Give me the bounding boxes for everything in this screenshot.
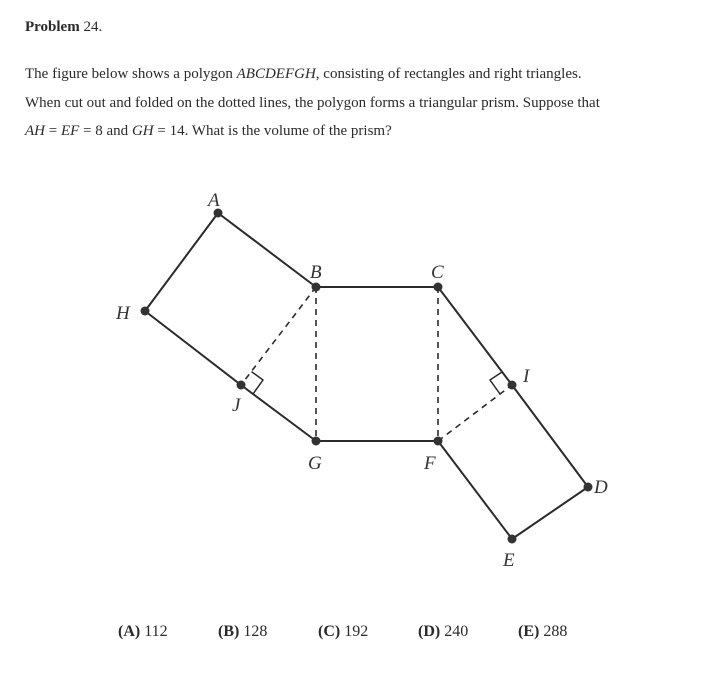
value-ah-ef: 8 bbox=[95, 123, 103, 139]
choice-e-letter: (E) bbox=[518, 623, 540, 640]
edge-de bbox=[512, 487, 588, 539]
choice-a-letter: (A) bbox=[118, 623, 141, 640]
edge-ha bbox=[145, 213, 218, 311]
vertex-c-dot bbox=[434, 283, 443, 292]
vertex-label-d: D bbox=[594, 477, 608, 498]
choice-c-value: 192 bbox=[344, 623, 369, 640]
choice-c-letter: (C) bbox=[318, 623, 341, 640]
polygon-name: ABCDEFGH bbox=[236, 66, 316, 82]
choice-d-letter: (D) bbox=[418, 623, 441, 640]
right-angle-marker-j bbox=[252, 372, 263, 394]
choice-b-letter: (B) bbox=[218, 623, 240, 640]
choice-e[interactable] bbox=[518, 623, 567, 641]
vertex-label-i: I bbox=[523, 366, 530, 387]
vertex-j-dot bbox=[237, 381, 246, 390]
choice-d-value: 240 bbox=[444, 623, 469, 640]
statement-line-1-end: , consisting of rectangles and right triangles. bbox=[315, 66, 582, 82]
segment-ah: AH bbox=[25, 123, 45, 139]
fold-line-bj bbox=[241, 287, 316, 385]
conjunction-and: and bbox=[106, 123, 129, 139]
vertex-h-dot bbox=[141, 307, 150, 316]
statement-line-3: AH = EF = 8 and GH = 14. What is the volume of the prism? bbox=[25, 123, 392, 139]
statement-line-1-start: The figure below shows a polygon bbox=[25, 66, 237, 82]
vertex-e-dot bbox=[508, 535, 517, 544]
choice-b[interactable] bbox=[218, 623, 267, 641]
vertex-label-a: A bbox=[208, 190, 220, 211]
question-end: . What is the volume of the prism? bbox=[184, 123, 392, 139]
edge-jh bbox=[145, 311, 241, 385]
edge-ef bbox=[438, 441, 512, 539]
vertex-label-f: F bbox=[424, 453, 436, 474]
vertex-label-h: H bbox=[116, 303, 130, 324]
edge-id bbox=[512, 385, 588, 487]
statement-line-2: When cut out and folded on the dotted lines, the polygon forms a triangular prism. Suppose that bbox=[25, 94, 600, 111]
choice-d[interactable] bbox=[418, 623, 468, 641]
vertex-label-b: B bbox=[310, 262, 322, 283]
fold-line-fi bbox=[438, 385, 512, 441]
vertex-label-g: G bbox=[308, 453, 322, 474]
edge-gj bbox=[241, 385, 316, 441]
vertex-f-dot bbox=[434, 437, 443, 446]
choice-e-value: 288 bbox=[543, 623, 568, 640]
vertex-label-c: C bbox=[431, 262, 444, 283]
choice-c[interactable] bbox=[318, 623, 368, 641]
vertex-i-dot bbox=[508, 381, 517, 390]
vertex-label-e: E bbox=[503, 550, 515, 571]
right-angle-marker-i bbox=[490, 372, 502, 394]
segment-gh: GH bbox=[131, 123, 154, 139]
vertex-g-dot bbox=[312, 437, 321, 446]
vertex-d-dot bbox=[584, 483, 593, 492]
choice-b-value: 128 bbox=[243, 623, 268, 640]
choice-a-value: 112 bbox=[144, 623, 168, 640]
edge-ci bbox=[438, 287, 512, 385]
vertex-b-dot bbox=[312, 283, 321, 292]
vertex-label-j: J bbox=[232, 395, 241, 416]
segment-ef: EF bbox=[60, 123, 80, 139]
problem-number: 24. bbox=[83, 19, 103, 35]
problem-label: Problem bbox=[25, 19, 80, 35]
value-gh: 14 bbox=[169, 123, 185, 139]
choice-a[interactable] bbox=[118, 623, 168, 641]
edge-ab bbox=[218, 213, 316, 287]
